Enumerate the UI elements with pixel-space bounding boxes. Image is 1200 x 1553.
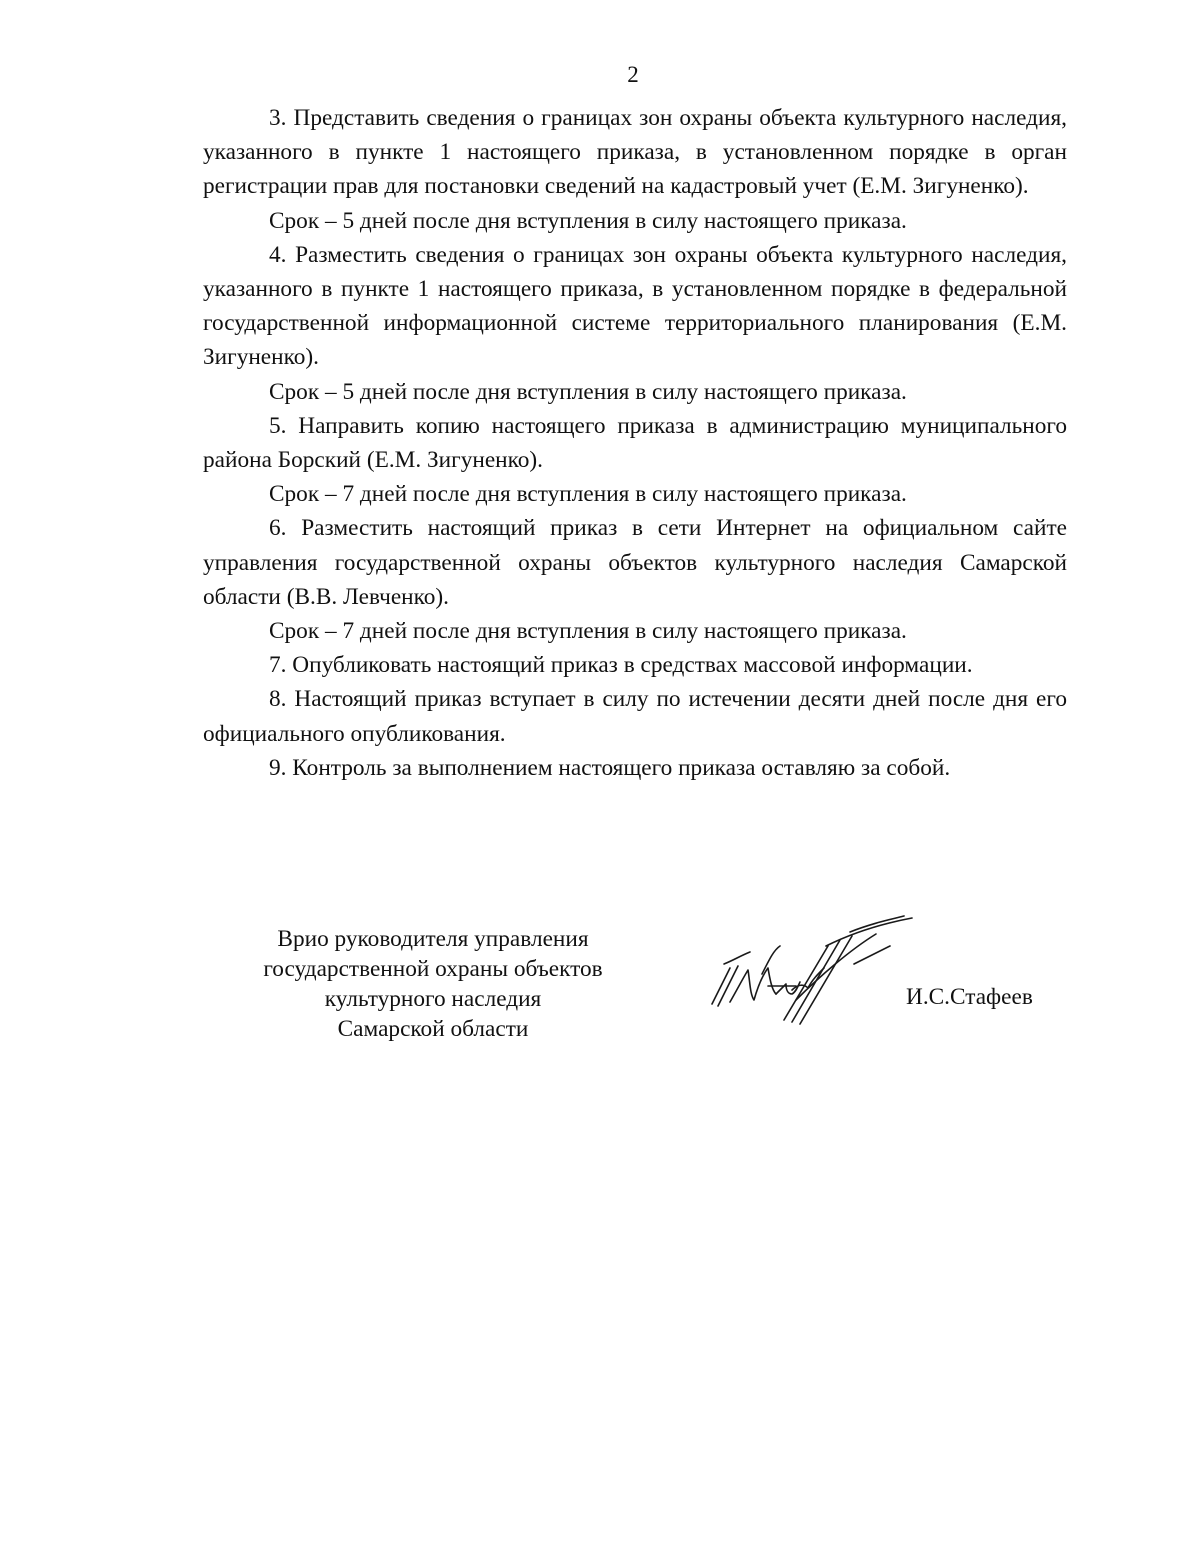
order-body (203, 101, 1067, 785)
signatory-position-line: государственной охраны объектов (263, 956, 603, 982)
signatory-position-line: культурного наследия (324, 986, 542, 1012)
paragraph-item-9: 9. Контроль за выполнением настоящего приказа оставляю за собой. (269, 754, 951, 781)
signatory-position-line: Самарской области (337, 1016, 529, 1042)
paragraph-item-4: 4. Разместить сведения о границах зон охраны объекта культурного наследия, указанного в пункте 1 настоящего приказа, в установленном порядке в федеральной государственной информационной системе территориального планирования (Е.М. Зигуненко). (203, 241, 1067, 371)
page-number: 2 (627, 62, 639, 87)
deadline-item-4: Срок – 5 дней после дня вступления в силу настоящего приказа. (269, 378, 907, 405)
handwritten-signature-icon (700, 910, 930, 1034)
paragraph-item-5: 5. Направить копию настоящего приказа в администрацию муниципального района Борский (Е.М. Зигуненко). (203, 412, 1067, 474)
signer-name: И.С.Стафеев (906, 984, 1033, 1010)
paragraph-item-7: 7. Опубликовать настоящий приказ в средствах массовой информации. (269, 652, 973, 679)
paragraph-item-3: 3. Представить сведения о границах зон охраны объекта культурного наследия, указанного в пункте 1 настоящего приказа, в установленном порядке в орган регистрации прав для постановки сведений на кадастровый учет (Е.М. Зигуненко). (203, 105, 1067, 200)
paragraph-item-8: 8. Настоящий приказ вступает в силу по истечении десяти дней после дня его официального опубликования. (203, 686, 1067, 747)
signatory-position-line: Врио руководителя управления (277, 926, 589, 952)
deadline-item-5: Срок – 7 дней после дня вступления в силу настоящего приказа. (269, 481, 907, 508)
signatory-position (236, 924, 630, 1044)
paragraph-item-6: 6. Разместить настоящий приказ в сети Интернет на официальном сайте управления государственной охраны объектов культурного наследия Самарской области (В.В. Левченко). (203, 515, 1067, 610)
deadline-item-6: Срок – 7 дней после дня вступления в силу настоящего приказа. (269, 618, 907, 645)
deadline-item-3: Срок – 5 дней после дня вступления в силу настоящего приказа. (269, 207, 907, 234)
